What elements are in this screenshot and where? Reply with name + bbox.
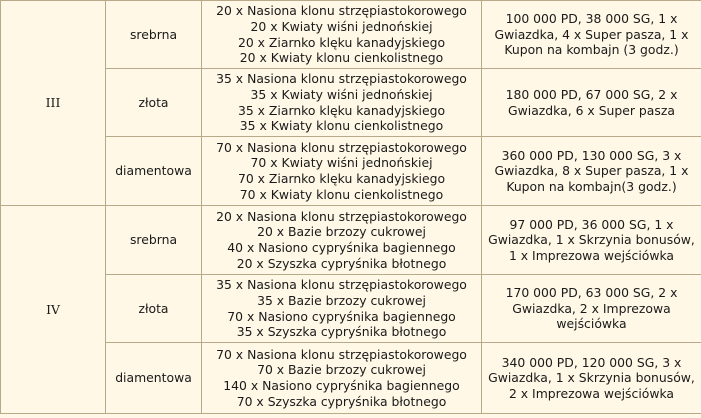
requirement-line: 35 x Nasiona klonu strzępiastokorowego <box>216 71 467 87</box>
requirement-line: 20 x Szyszka cypryśnika błotnego <box>236 255 447 271</box>
requirements-cell <box>202 137 482 206</box>
reward-text: 100 000 PD, 38 000 SG, 1 x Gwiazdka, 4 x Super pasza, 1 x Kupon na kombajn (3 godz.) <box>494 11 689 58</box>
reward-text: 97 000 PD, 36 000 SG, 1 x Gwiazdka, 1 x Skrzynia bonusów, 1 x Imprezowa wejściówka <box>488 216 695 263</box>
requirement-line: 35 x Kwiaty klonu cienkolistnego <box>239 118 444 134</box>
reward-cell <box>482 69 701 137</box>
reward-text: 340 000 PD, 120 000 SG, 3 x Gwiazdka, 1 x Skrzynia bonusów, 2 x Imprezowa wejściówka <box>488 354 695 401</box>
requirement-line: 20 x Ziarnko klęku kanadyjskiego <box>237 34 446 50</box>
reward-cell <box>482 275 701 343</box>
requirement-line: 20 x Kwiaty klonu cienkolistnego <box>239 50 444 66</box>
requirements-cell <box>202 343 482 414</box>
tier-name: srebrna <box>106 1 202 69</box>
requirement-line: 40 x Nasiono cypryśnika bagiennego <box>227 240 456 255</box>
reward-text: 360 000 PD, 130 000 SG, 3 x Gwiazdka, 8 x Super pasza, 1 x Kupon na kombajn(3 godz.) <box>494 147 689 194</box>
table-row <box>1 206 701 275</box>
table-row <box>1 1 701 69</box>
tier-name: diamentowa <box>106 343 202 414</box>
requirements-cell <box>202 206 482 275</box>
requirements-cell <box>202 69 482 137</box>
requirement-line: 70 x Bazie brzozy cukrowej <box>257 362 426 378</box>
requirements-cell <box>202 275 482 343</box>
requirement-line: 35 x Bazie brzozy cukrowej <box>257 292 426 308</box>
stage-label: IV <box>1 206 106 414</box>
stage-label: III <box>1 1 106 206</box>
requirement-line: 70 x Nasiona klonu strzępiastokorowego <box>216 346 467 362</box>
requirement-line: 70 x Kwiaty klonu cienkolistnego <box>239 186 444 202</box>
requirement-line: 20 x Nasiona klonu strzępiastokorowego <box>216 3 467 19</box>
reward-cell <box>482 343 701 414</box>
requirement-line: 20 x Bazie brzozy cukrowej <box>257 224 426 240</box>
reward-text: 170 000 PD, 63 000 SG, 2 x Gwiazdka, 2 x Imprezowa wejściówka <box>505 285 678 332</box>
requirement-line: 20 x Kwiaty wiśni jednońskiej <box>250 18 433 34</box>
tier-name: złota <box>106 275 202 343</box>
reward-cell <box>482 206 701 275</box>
requirement-line: 20 x Nasiona klonu strzępiastokorowego <box>216 208 467 224</box>
requirement-line: 70 x Szyszka cypryśnika błotnego <box>236 393 447 409</box>
table-row <box>1 69 701 137</box>
requirement-line: 70 x Kwiaty wiśni jednońskiej <box>250 155 433 171</box>
table-row <box>1 137 701 206</box>
reward-cell <box>482 1 701 69</box>
requirement-line: 35 x Szyszka cypryśnika błotnego <box>236 324 447 340</box>
requirement-line: 35 x Kwiaty wiśni jednońskiej <box>250 86 433 102</box>
tier-name: diamentowa <box>106 137 202 206</box>
requirement-line: 140 x Nasiono cypryśnika bagiennego <box>223 378 460 393</box>
reward-text: 180 000 PD, 67 000 SG, 2 x Gwiazdka, 6 x Super pasza <box>505 86 678 118</box>
requirement-line: 35 x Nasiona klonu strzępiastokorowego <box>216 277 467 293</box>
table-row <box>1 275 701 343</box>
requirement-line: 70 x Nasiona klonu strzępiastokorowego <box>216 139 467 155</box>
requirement-line: 35 x Ziarnko klęku kanadyjskiego <box>237 102 446 118</box>
requirements-cell <box>202 1 482 69</box>
requirement-line: 70 x Ziarnko klęku kanadyjskiego <box>237 171 446 186</box>
tier-name: srebrna <box>106 206 202 275</box>
requirement-line: 70 x Nasiono cypryśnika bagiennego <box>227 308 456 324</box>
tier-name: złota <box>106 69 202 137</box>
table-row <box>1 343 701 414</box>
reward-cell <box>482 137 701 206</box>
